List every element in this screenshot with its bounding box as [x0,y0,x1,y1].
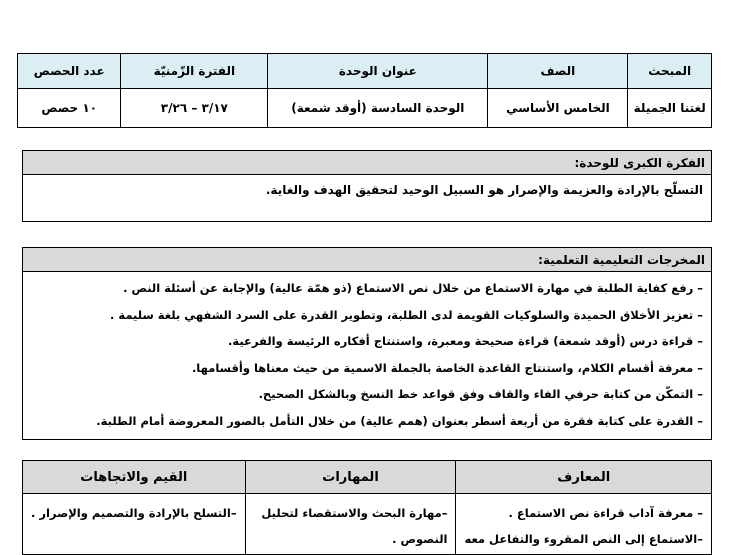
learning-outcomes-box [22,247,712,440]
outcomes-title: المخرجات التعليمية التعلمية: [23,248,711,272]
outcome-item: – رفع كفاية الطلبة في مهارة الاستماع من خلال نص الاستماع (ذو همّة عالية) والإجابة عن أسئلة النص . [29,275,703,302]
values-header: القيم والاتجاهات [23,461,246,494]
outcomes-list [23,272,711,434]
subject-header: المبحث [628,54,712,89]
bottom-header-row [23,461,712,494]
skills-header: المهارات [245,461,456,494]
outcome-item: – قراءة درس (أوقد شمعة) قراءة صحيحة ومعبرة، واستنتاج أفكاره الرئيسة والفرعية. [29,328,703,355]
outcome-item: – تعزيز الأخلاق الحميدة والسلوكيات القويمة لدى الطلبة، وتطوير القدرة على السرد الشفهي بلغة سليمة . [29,302,703,329]
outcome-item: – التمكّن من كتابة حرفي الفاء والقاف وفق قواعد خط النسخ وبالشكل الصحيح. [29,381,703,408]
skills-item: –مهارة البحث والاستقصاء لتحليل [261,506,448,520]
knowledge-cell [456,494,712,555]
big-idea-title: الفكرة الكبرى للوحدة: [23,151,711,175]
knowledge-item: – معرفة آداب قراءة نص الاستماع . [508,506,703,520]
big-idea-box [22,150,712,222]
sessions-count-header: عدد الحصص [18,54,121,89]
grade-header: الصف [488,54,628,89]
big-idea-text: التسلّح بالإرادة والعزيمة والإصرار هو السبيل الوحيد لتحقيق الهدف والغاية. [265,183,703,197]
skills-cell [245,494,456,555]
sessions-count-value: ١٠ حصص [18,89,121,128]
outcome-item: – معرفة أقسام الكلام، واستنتاج القاعدة الخاصة بالجملة الاسمية من حيث معناها وأقسامها. [29,355,703,382]
unit-title-header: عنوان الوحدة [268,54,488,89]
unit-info-table [17,53,712,128]
grade-value: الخامس الأساسي [488,89,628,128]
time-period-value: ٣/١٧ – ٣/٢٦ [121,89,268,128]
bottom-content-row [23,494,712,555]
knowledge-item: –الاستماع إلى النص المقروء والتفاعل معه [464,532,703,546]
info-header-row [18,54,712,89]
time-period-header: الفترة الزّمنيّة [121,54,268,89]
values-cell [23,494,246,555]
outcome-item: – القدرة على كتابة فقرة من أربعة أسطر بعنوان (همم عالية) من خلال التأمل بالصور المعروضة أمام الطلبة. [29,408,703,435]
values-item: –التسلح بالإرادة والتصميم والإصرار . [31,506,237,520]
subject-value: لغتنا الجميلة [628,89,712,128]
knowledge-header: المعارف [456,461,712,494]
knowledge-skills-values-table [22,460,712,555]
unit-title-value: الوحدة السادسة (أوقد شمعة) [268,89,488,128]
info-values-row [18,89,712,128]
skills-item: النصوص . [392,532,448,546]
